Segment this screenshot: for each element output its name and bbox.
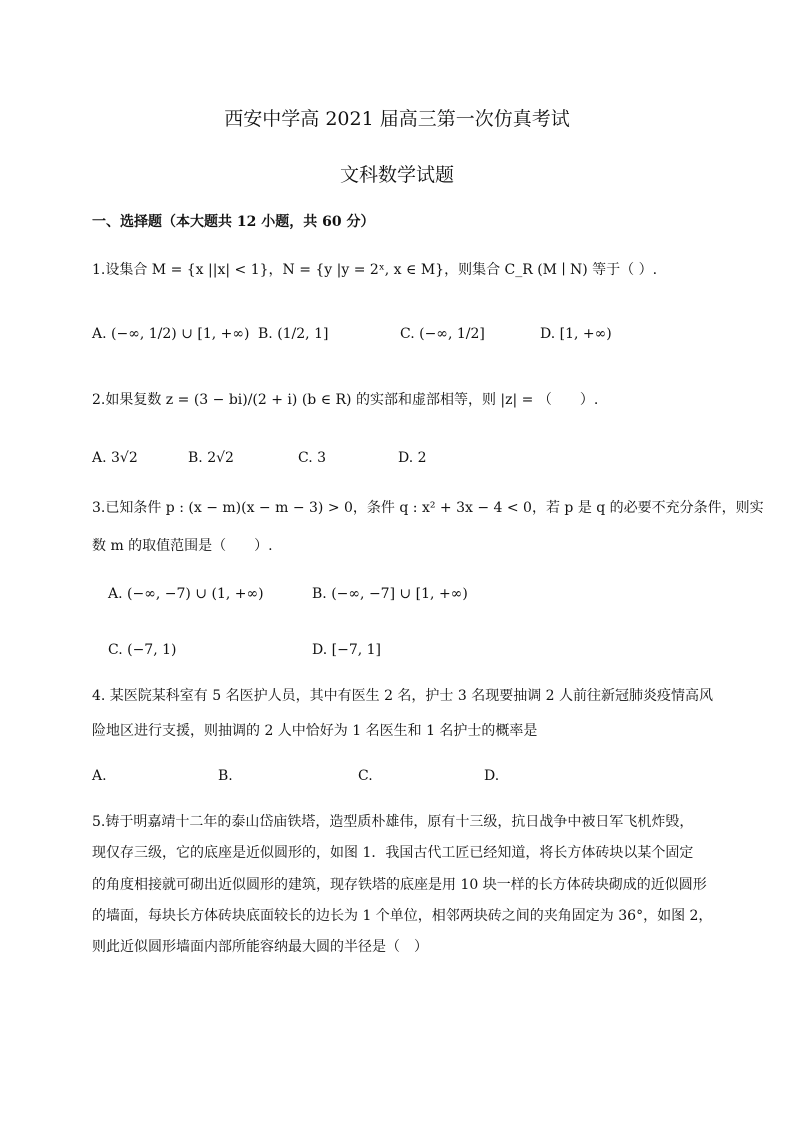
question-1-option-d: D. [1, +∞) bbox=[540, 326, 612, 342]
question-3-option-c: C. (−7, 1) bbox=[108, 642, 177, 658]
question-2-text: 2.如果复数 z = (3 − bi)/(2 + i) (b ∈ R) 的实部和虚部相等，则 |z| = （ ）. bbox=[92, 392, 599, 408]
question-4-text-line-1: 4. 某医院某科室有 5 名医护人员，其中有医生 2 名，护士 3 名现要抽调 2 人前往新冠肺炎疫情高风 bbox=[92, 688, 714, 704]
question-1-option-c: C. (−∞, 1/2] bbox=[400, 326, 485, 342]
section-heading: 一、选择题（本大题共 12 小题，共 60 分） bbox=[92, 214, 375, 230]
question-2-option-c: C. 3 bbox=[298, 450, 327, 466]
question-2-option-d: D. 2 bbox=[398, 450, 427, 466]
question-1-text: 1.设集合 M = {x ||x| < 1}，N = {y |y = 2ˣ, x ∈ M}，则集合 C_R (M ∣ N) 等于（ ）. bbox=[92, 262, 658, 278]
question-3-option-d: D. [−7, 1] bbox=[312, 642, 381, 658]
question-5-text-line-1: 5.铸于明嘉靖十二年的泰山岱庙铁塔，造型质朴雄伟，原有十三级，抗日战争中被日军飞机炸毁， bbox=[92, 814, 694, 830]
question-4-option-b: B. bbox=[218, 768, 233, 784]
question-5-text-line-4: 的墙面，每块长方体砖块底面较长的边长为 1 个单位，相邻两块砖之间的夹角固定为 36°，如图 2， bbox=[92, 908, 713, 924]
question-5-text-line-2: 现仅存三级，它的底座是近似圆形的，如图 1．我国古代工匠已经知道，将长方体砖块以某个固定 bbox=[92, 845, 694, 861]
exam-subtitle: 文科数学试题 bbox=[339, 164, 454, 186]
question-3-text-line-2: 数 m 的取值范围是（ ）. bbox=[92, 538, 273, 554]
question-2-option-a: A. 3√2 bbox=[92, 450, 138, 466]
question-4-option-a: A. bbox=[92, 768, 107, 784]
question-3-option-b: B. (−∞, −7] ∪ [1, +∞) bbox=[312, 586, 468, 602]
question-3-option-a: A. (−∞, −7) ∪ (1, +∞) bbox=[108, 586, 264, 602]
question-1-option-a: A. (−∞, 1/2) ∪ [1, +∞) bbox=[92, 326, 250, 342]
question-5-text-line-5: 则此近似圆形墙面内部所能容纳最大圆的半径是（ ） bbox=[92, 939, 428, 955]
question-3-text-line-1: 3.已知条件 p : (x − m)(x − m − 3) > 0，条件 q : x² + 3x − 4 < 0，若 p 是 q 的必要不充分条件，则实 bbox=[92, 500, 764, 516]
question-4-text-line-2: 险地区进行支援，则抽调的 2 人中恰好为 1 名医生和 1 名护士的概率是 bbox=[92, 723, 538, 739]
exam-title: 西安中学高 2021 届高三第一次仿真考试 bbox=[224, 108, 570, 130]
question-4-option-c: C. bbox=[358, 768, 373, 784]
question-1-option-b: B. (1/2, 1] bbox=[258, 326, 329, 342]
question-4-option-d: D. bbox=[484, 768, 500, 784]
question-2-option-b: B. 2√2 bbox=[188, 450, 234, 466]
question-5-text-line-3: 的角度相接就可砌出近似圆形的建筑，现存铁塔的底座是用 10 块一样的长方体砖块砌成的近似圆形 bbox=[92, 877, 707, 893]
